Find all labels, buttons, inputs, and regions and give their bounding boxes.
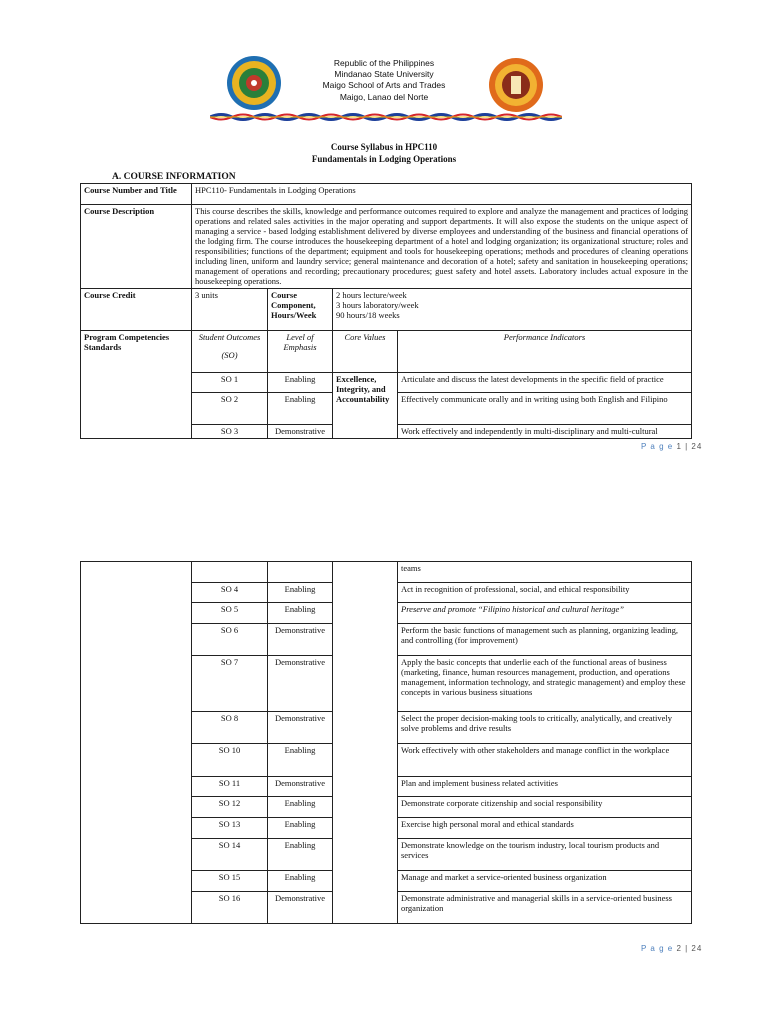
level-cell: Enabling [268, 393, 333, 425]
level-cell: Enabling [268, 871, 333, 892]
col-student-outcomes [192, 331, 268, 373]
indicator-cell: Demonstrate corporate citizenship and social responsibility [398, 797, 692, 818]
col-so-abbrev: (SO) [221, 350, 238, 360]
so-cell: SO 12 [192, 797, 268, 818]
course-credit-label: Course Credit [81, 289, 192, 331]
so-cell: SO 3 [192, 425, 268, 439]
indicator-cell: Apply the basic concepts that underlie each of the functional areas of business (marketing, finance, human resources management, production, and operations management, information technology, and strategic management) and employ these concepts in various business situations [398, 656, 692, 712]
page-word: P a g e [641, 442, 674, 451]
indicator-cell: Plan and implement business related activities [398, 777, 692, 797]
header-university: Mindanao State University [334, 69, 434, 79]
program-competencies-cell [81, 562, 192, 924]
course-component-value [333, 289, 692, 331]
indicator-cell: Perform the basic functions of management such as planning, organizing leading, and controlling (for improvement) [398, 624, 692, 656]
level-cell: Demonstrative [268, 425, 333, 439]
indicator-cell: Effectively communicate orally and in writing using both English and Filipino [398, 393, 692, 425]
col-performance-indicators: Performance Indicators [398, 331, 692, 373]
so-cell: SO 5 [192, 603, 268, 624]
so-cell: SO 11 [192, 777, 268, 797]
level-cell: Demonstrative [268, 777, 333, 797]
course-name-title: Fundamentals in Lodging Operations [311, 154, 457, 164]
core-values-cell: Excellence, Integrity, and Accountability [333, 373, 398, 439]
syllabus-title: Course Syllabus in HPC110 [330, 142, 438, 152]
program-competencies-label: Program Competencies Standards [81, 331, 192, 439]
so-cell: SO 7 [192, 656, 268, 712]
so-cell: SO 1 [192, 373, 268, 393]
indicator-cell: teams [398, 562, 692, 583]
level-cell: Demonstrative [268, 624, 333, 656]
component-laboratory: 3 hours laboratory/week [336, 300, 419, 310]
component-total: 90 hours/18 weeks [336, 310, 400, 320]
level-cell [268, 562, 333, 583]
page-number: 1 | 24 [676, 442, 703, 451]
section-heading: A. COURSE INFORMATION [112, 172, 236, 182]
so-cell: SO 14 [192, 839, 268, 871]
course-description-label: Course Description [81, 205, 192, 289]
so-cell: SO 6 [192, 624, 268, 656]
header-location: Maigo, Lanao del Norte [339, 92, 429, 102]
level-cell: Demonstrative [268, 656, 333, 712]
so-cell: SO 16 [192, 892, 268, 924]
so-cell: SO 10 [192, 744, 268, 777]
level-cell: Enabling [268, 603, 333, 624]
so-cell: SO 4 [192, 583, 268, 603]
indicator-cell: Select the proper decision-making tools to critically, analytically, and creatively solve problems and drive results [398, 712, 692, 744]
page-word: P a g e [641, 944, 674, 953]
course-info-table [80, 183, 692, 439]
indicator-cell: Manage and market a service-oriented business organization [398, 871, 692, 892]
indicator-cell: Act in recognition of professional, social, and ethical responsibility [398, 583, 692, 603]
level-cell: Enabling [268, 839, 333, 871]
indicator-cell: Exercise high personal moral and ethical standards [398, 818, 692, 839]
so-cell [192, 562, 268, 583]
page-number: 2 | 24 [676, 944, 703, 953]
course-description-value: This course describes the skills, knowledge and performance outcomes required to explore and analyze the management and practices of lodging operations and related sales activities in the major operating and support departments. It will also expose the students on the unique aspect of managing a service - based lodging establishment delivered by diverse employees and understanding of the business and financial operations of the lodging firm. The course introduces the housekeeping department of a hotel and lodging organization; its organizational structure; roles and responsibilities; functions of the department; equipment and tools for housekeeping operations; methods and procedures of cleaning operations including linen, uniform and laundry service; general maintenance and decoration of a hotel; safety and sanitation in housekeeping operations; management of operations and recording; precautionary procedures; guest safety and hotel assets. Laboratory includes actual exposure in the housekeeping operations. [192, 205, 692, 289]
component-lecture: 2 hours lecture/week [336, 290, 407, 300]
level-cell: Enabling [268, 744, 333, 777]
course-component-label: Course Component, Hours/Week [268, 289, 333, 331]
page-1-footer [641, 442, 702, 451]
course-credit-value: 3 units [192, 289, 268, 331]
col-core-values: Core Values [333, 331, 398, 373]
level-cell: Enabling [268, 583, 333, 603]
header-school: Maigo School of Arts and Trades [322, 80, 446, 90]
indicator-cell: Preserve and promote “Filipino historical and cultural heritage” [398, 603, 692, 624]
outcomes-table-continued [80, 561, 692, 924]
so-cell: SO 15 [192, 871, 268, 892]
page-2-footer [641, 944, 702, 953]
indicator-cell: Work effectively with other stakeholders and manage conflict in the workplace [398, 744, 692, 777]
so-cell: SO 2 [192, 393, 268, 425]
indicator-cell: Work effectively and independently in multi-disciplinary and multi-cultural [398, 425, 692, 439]
level-cell: Enabling [268, 797, 333, 818]
level-cell: Demonstrative [268, 892, 333, 924]
decorative-border-band [210, 112, 562, 122]
so-cell: SO 8 [192, 712, 268, 744]
so-cell: SO 13 [192, 818, 268, 839]
level-cell: Enabling [268, 373, 333, 393]
indicator-cell: Articulate and discuss the latest developments in the specific field of practice [398, 373, 692, 393]
course-number-value: HPC110- Fundamentals in Lodging Operations [192, 184, 692, 205]
header-republic: Republic of the Philippines [333, 58, 435, 68]
course-number-label: Course Number and Title [81, 184, 192, 205]
col-level-of-emphasis: Level of Emphasis [268, 331, 333, 373]
core-values-cell [333, 562, 398, 924]
level-cell: Demonstrative [268, 712, 333, 744]
indicator-cell: Demonstrate knowledge on the tourism industry, local tourism products and services [398, 839, 692, 871]
indicator-cell: Demonstrate administrative and managerial skills in a service-oriented business organization [398, 892, 692, 924]
col-student-outcomes-text: Student Outcomes [198, 332, 261, 342]
level-cell: Enabling [268, 818, 333, 839]
